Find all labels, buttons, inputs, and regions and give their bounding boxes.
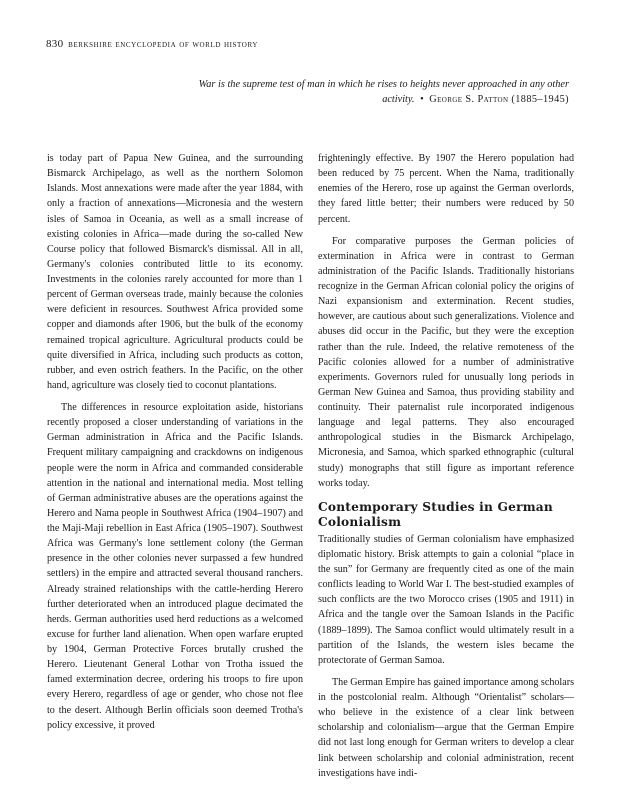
epigraph [169,77,569,107]
right-paragraph-2: For comparative purposes the German policies of extermination in Africa were in contrast to German administration of the Pacific Islands. Traditionally historians recognize in the German African colonial policy the origins of Nazi expansionism and extermination. Recent studies, however, are cautious about such generalizations. Violence and abuses did occur in the Pacific, but they were the exception rather than the rule. Indeed, the relative remoteness of the Pacific colonies allowed for a number of administrative experiments. Governors ruled for unusually long periods in German New Guinea and Samoa, thus providing stability and continuity. Their paternalist rule incorporated indigenous language and legal patterns. They also encouraged anthropological studies in the Bismarck Archipelago, Micronesia, and Samoa, which sparked ethnographic (cultural study) monographs that still figure as important reference works today. [318,235,574,489]
epigraph-bullet: • [420,94,424,105]
left-paragraph-2: The differences in resource exploitation aside, historians recently proposed a closer understanding of variations in the German administration in Africa and the Pacific Islands. Frequent military campaigning and crackdowns on indigenous people were the norm in Africa and commanded considerable attention in the national and international media. Most telling of German administrative abuses are the operations against the Herero and Nama people in Southwest Africa (1904–1907) and the Maji-Maji rebellion in East Africa (1905–1907). Southwest Africa was Germany's lone settlement colony (the German presence in the other colonies never surpassed a few hundred settlers) in the empire and attracted several thousand ranchers. Already strained relationships with the cattle-herding Herero further deteriorated when an introduced plague decimated the herds. German authorities used herd reductions as a welcomed excuse for further land alienation. When open warfare erupted by 1904, German Protective Forces brutally crushed the Herero. Lieutenant General Lothar von Trotha issued the famed extermination decree, ordering his troops to fire upon every Herero, regardless of age or gender, who chose not flee to the desert. Although Berlin officials soon deemed Trotha's policy excessive, it proved [47,402,303,731]
epigraph-author: George S. Patton (1885–1945) [429,94,569,105]
right-paragraph-4: The German Empire has gained importance among scholars in the postcolonial realm. Although “Orientalist” scholars—who believe in the existence of a clear link between scholarship and colonialism—argue that the German Empire did not last long enough for German writers to develop a clear link between scholarship and colonial administration, recent investigations have indi- [318,676,574,779]
left-paragraph-1: is today part of Papua New Guinea, and the surrounding Bismarck Archipelago, as well as the northern Solomon Islands. Most annexations were made after the year 1884, with only a fraction of annexations—Micronesia and the western isles of Samoa in Oceania, as well as a small increase of existing colonies in Africa—made during the so-called New Course policy that followed Bismarck's dismissal. All in all, Germany's colonies contributed little to its economy. Investments in the colonies rarely accounted for more than 1 percent of German overseas trade, mainly because the colonies were deficient in resources. Southwest Africa provided some copper and diamonds after 1906, but the bulk of the economy remained tropical agriculture. Agricultural products could be quite diversified in Africa, including such products as cotton, rubber, and even ostrich feathers. In the Pacific, on the other hand, agriculture was closely tied to coconut plantations. [47,153,303,391]
right-paragraph-3: Traditionally studies of German colonialism have emphasized diplomatic history. Brisk attempts to gain a colonial “place in the sun” for Germany are frequently cited as one of the main conflicts leading to World War I. The best-studied examples of such conflicts are the two Morocco crises (1905 and 1911) in Africa and the tangle over the Samoan Islands in the Pacific (1889–1899). The Samoa conflict would ultimately result in a partition of the Islands, the western isles became the protectorate of German Samoa. [318,533,574,666]
left-column [47,151,303,733]
page-number: 830 [46,38,64,50]
section-heading: Contemporary Studies in German Colonialism [318,499,553,529]
running-head [46,38,258,50]
book-title: berkshire encyclopedia of world history [68,40,258,50]
right-paragraph-1: frighteningly effective. By 1907 the Herero population had been reduced by 75 percent. When the Nama, traditionally enemies of the Herero, rose up against the German overlords, they fared little better; their numbers were reduced by 50 percent. [318,153,574,225]
epigraph-quote: War is the supreme test of man in which he rises to heights never approached in any other activity. [198,79,569,105]
right-column [318,151,574,781]
